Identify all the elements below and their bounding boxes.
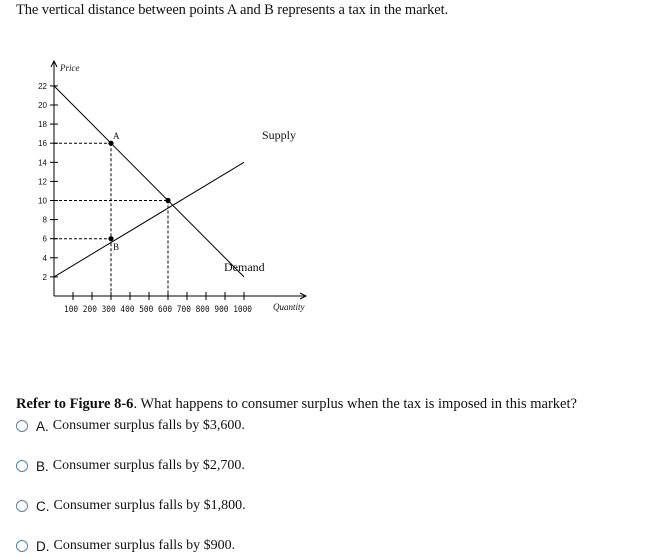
radio-button-icon[interactable] [16,460,28,472]
y-tick-label: 6 [42,234,47,244]
x-tick-labels: 100 200 300 400 500 600 700 800 900 1000 [64,305,252,315]
points [108,141,170,242]
option-text: Consumer surplus falls by $1,800. [53,498,246,513]
option-text: Consumer surplus falls by $2,700. [52,458,245,473]
y-tick-label: 12 [38,177,47,187]
demand-curve [54,86,244,277]
point-a [108,141,113,146]
y-tick-label: 10 [38,196,47,206]
axes [38,61,306,300]
point-b-label: B [113,242,120,252]
guide-lines [54,143,168,296]
y-tick-label: 4 [42,253,47,263]
supply-curve [54,162,244,277]
figure-reference: Refer to Figure 8-6 [16,396,134,412]
option-a[interactable] [16,416,245,436]
question-intro: The vertical distance between points A and B represents a tax in the market. [16,2,449,18]
option-b[interactable] [16,456,245,476]
option-letter: D. [36,538,50,554]
radio-button-icon[interactable] [16,500,28,512]
option-letter: C. [36,498,50,514]
y-axis-label: Price [60,63,80,73]
point-b [108,236,113,241]
y-tick-label: 8 [42,215,47,225]
demand-label: Demand [224,260,265,274]
supply-label: Supply [262,128,297,142]
x-axis-label: Quantity [273,302,305,312]
radio-button-icon[interactable] [16,420,28,432]
radio-button-icon[interactable] [16,540,28,552]
option-text: Consumer surplus falls by $900. [53,538,236,553]
option-text: Consumer surplus falls by $3,600. [52,418,245,433]
point-a-label: A [113,131,120,141]
y-tick-label: 22 [38,81,47,91]
y-tick-label: 14 [38,158,47,168]
option-letter: A. [36,418,49,434]
curves [54,86,244,277]
option-c[interactable] [16,496,246,516]
y-tick-label: 2 [42,272,47,282]
y-tick-label: 20 [38,101,47,110]
y-tick-label: 16 [38,139,47,149]
question-body: . What happens to consumer surplus when the tax is imposed in this market? [133,396,577,412]
equilibrium-point [165,198,170,203]
option-letter: B. [36,458,49,474]
option-d[interactable] [16,536,235,556]
question-text [16,396,577,413]
y-tick-label: 18 [38,120,47,130]
